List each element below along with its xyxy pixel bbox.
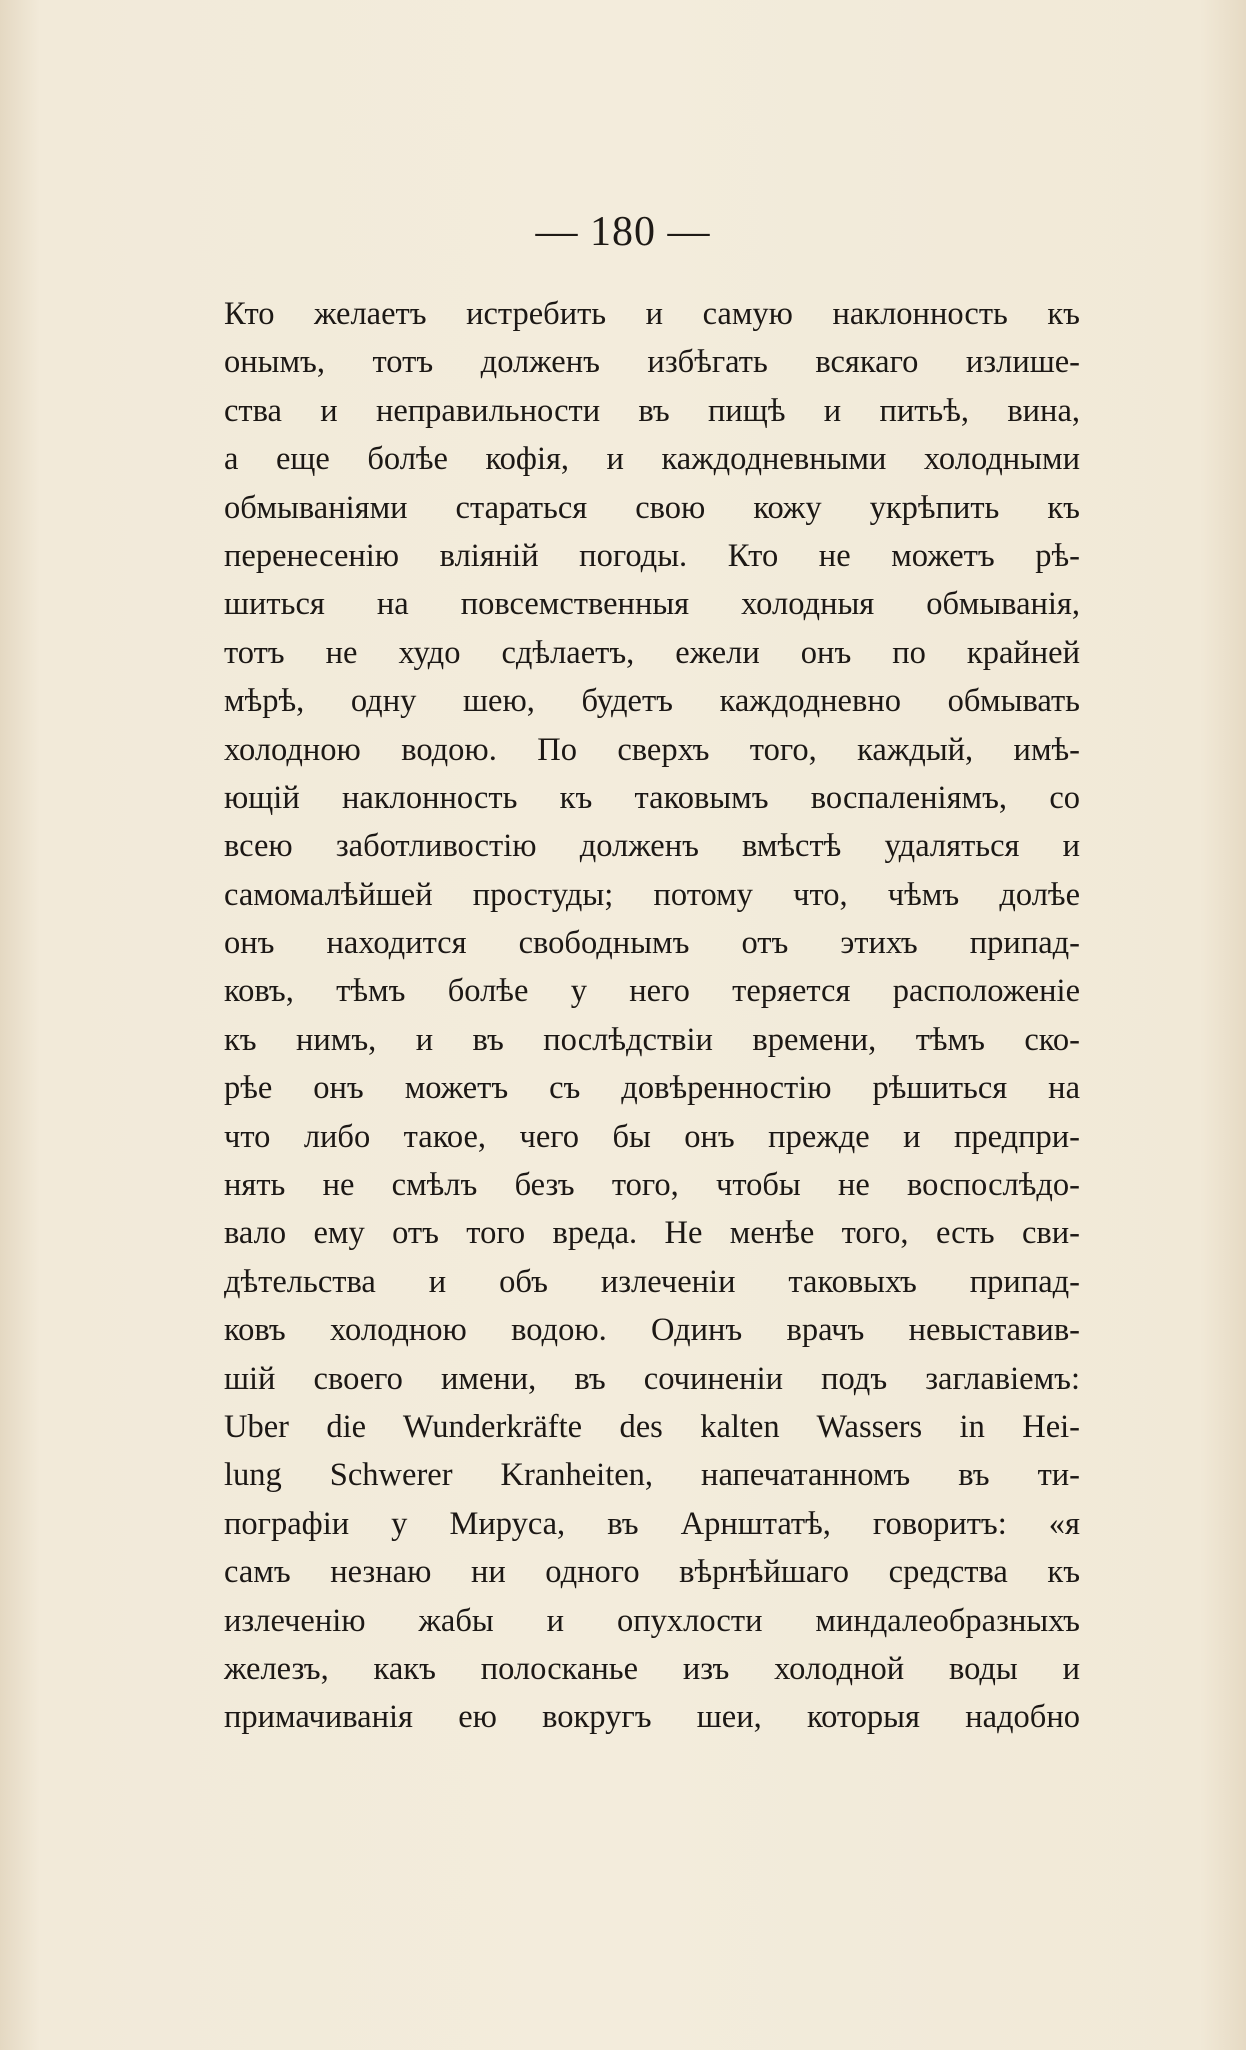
text-line: перенесенію вліяній погоды. Кто не можетъ рѣ- (224, 537, 1080, 574)
text-line: самъ незнаю ни одного вѣрнѣйшаго средства къ (224, 1554, 1080, 1591)
text-line: Uber die Wunderkräfte des kalten Wassers in Hei- (224, 1408, 1080, 1445)
text-line: что либо такое, чего бы онъ прежде и предпри- (224, 1118, 1080, 1155)
text-line: пографіи у Мируса, въ Арнштатѣ, говоритъ: «я (224, 1505, 1080, 1542)
body-text (224, 290, 1080, 1742)
text-line: примачиванія ею вокругъ шеи, которыя надобно (224, 1699, 1080, 1736)
text-line: ковъ холодною водою. Одинъ врачъ невыставив- (224, 1312, 1080, 1349)
text-line: рѣе онъ можетъ съ довѣренностію рѣшиться на (224, 1070, 1080, 1107)
text-line: излеченію жабы и опухлости миндалеобразныхъ (224, 1602, 1080, 1639)
text-line: вало ему отъ того вреда. Не менѣе того, есть сви- (224, 1215, 1080, 1252)
text-line: холодною водою. По сверхъ того, каждый, имѣ- (224, 731, 1080, 768)
text-line: самомалѣйшей простуды; потому что, чѣмъ долѣе (224, 876, 1080, 913)
text-line: онъ находится свободнымъ отъ этихъ припад- (224, 925, 1080, 962)
text-line: а еще болѣе кофія, и каждодневными холодными (224, 441, 1080, 478)
text-line: тотъ не худо сдѣлаетъ, ежели онъ по крайней (224, 634, 1080, 671)
text-line: онымъ, тотъ долженъ избѣгать всякаго излише- (224, 344, 1080, 381)
text-line: ющій наклонность къ таковымъ воспаленіямъ, со (224, 779, 1080, 816)
text-line: ковъ, тѣмъ болѣе у него теряется расположеніе (224, 973, 1080, 1010)
text-line: нять не смѣлъ безъ того, чтобы не воспослѣдо- (224, 1167, 1080, 1204)
text-line: всею заботливостію долженъ вмѣстѣ удаляться и (224, 828, 1080, 865)
text-line: дѣтельства и объ излеченіи таковыхъ припад- (224, 1263, 1080, 1300)
text-line: къ нимъ, и въ послѣдствіи времени, тѣмъ ско- (224, 1021, 1080, 1058)
text-line: lung Schwerer Kranheiten, напечатанномъ въ ти- (224, 1457, 1080, 1494)
text-line: обмываніями стараться свою кожу укрѣпить къ (224, 489, 1080, 526)
text-line: мѣрѣ, одну шею, будетъ каждодневно обмывать (224, 683, 1080, 720)
text-line: ства и неправильности въ пищѣ и питьѣ, вина, (224, 392, 1080, 429)
text-line: железъ, какъ полосканье изъ холодной воды и (224, 1650, 1080, 1687)
text-line: шиться на повсемственныя холодныя обмыванія, (224, 586, 1080, 623)
text-line: Кто желаетъ истребить и самую наклонность къ (224, 296, 1080, 332)
text-line: шій своего имени, въ сочиненіи подъ заглавіемъ: (224, 1360, 1080, 1397)
page-number: — 180 — (535, 209, 711, 255)
